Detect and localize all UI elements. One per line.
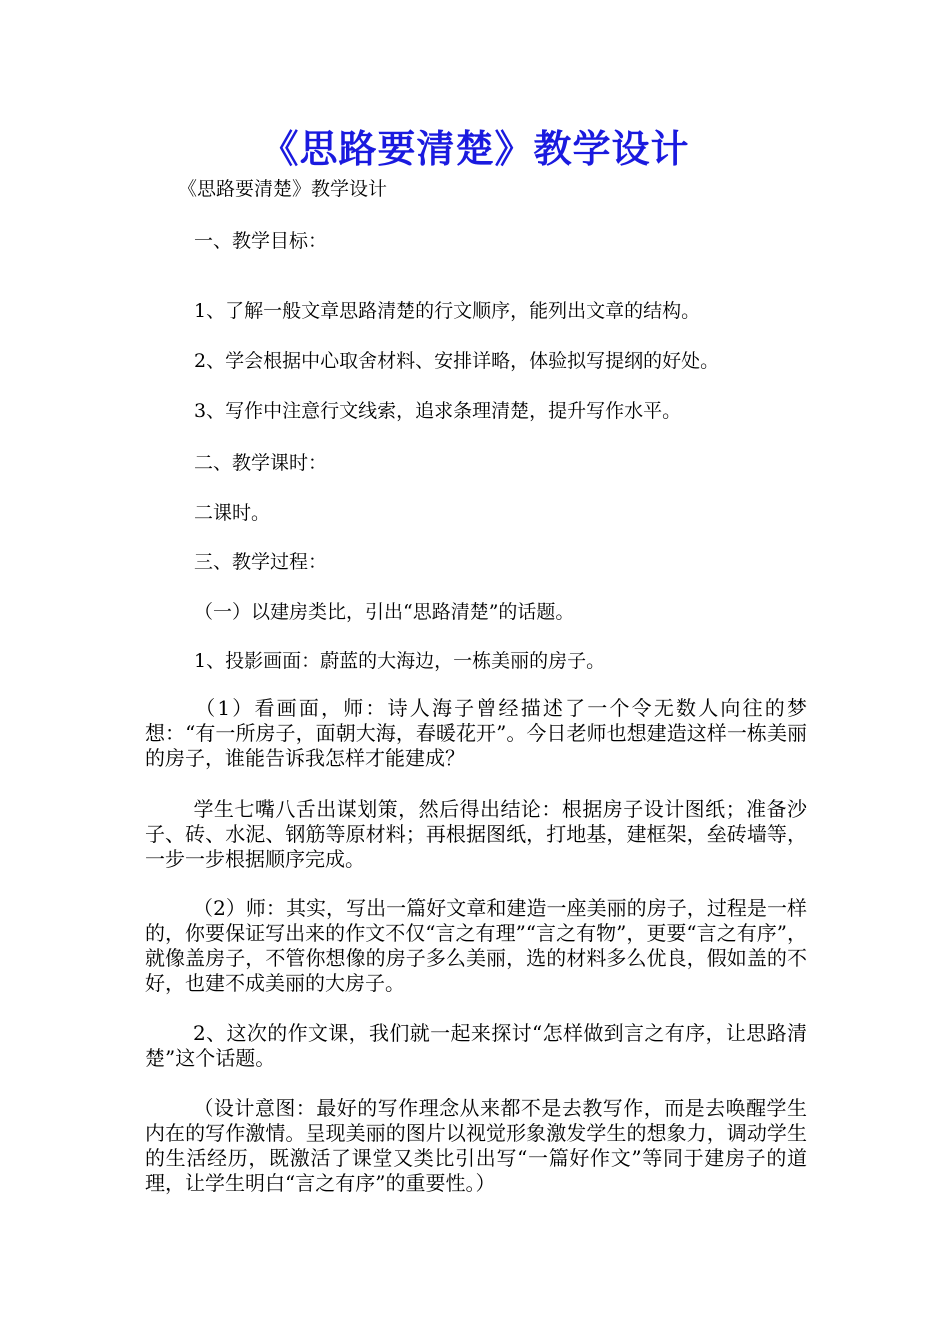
- paragraph-2-text: 学生七嘴八舌出谋划策，然后得出结论：根据房子设计图纸；准备沙子、砖、水泥、钢筋等原材料；再根据图纸，打地基，建框架，垒砖墙等，一步一步根据顺序完成。: [145, 797, 807, 871]
- goal-item-2: 2、学会根据中心取舍材料、安排详略，体验拟写提纲的好处。: [194, 350, 720, 372]
- step-heading-1: （一）以建房类比，引出“思路清楚”的话题。: [194, 601, 575, 623]
- document-subtitle: 《思路要清楚》教学设计: [178, 178, 388, 200]
- section-heading-process: 三、教学过程：: [194, 551, 328, 573]
- document-title: 《思路要清楚》教学设计: [260, 127, 690, 171]
- paragraph-2: [145, 797, 807, 872]
- goal-item-3: 3、写作中注意行文线索，追求条理清楚，提升写作水平。: [194, 400, 682, 422]
- lesson-count: 二课时。: [194, 502, 271, 524]
- paragraph-5: [145, 1096, 807, 1196]
- section-heading-lessons: 二、教学课时：: [194, 452, 328, 474]
- paragraph-4: [145, 1021, 807, 1071]
- step-item-1: 1、投影画面：蔚蓝的大海边，一栋美丽的房子。: [194, 650, 606, 672]
- paragraph-1-text: （1）看画面，师：诗人海子曾经描述了一个令无数人向往的梦想：“有一所房子，面朝大海，春暖花开”。今日老师也想建造这样一栋美丽的房子，谁能告诉我怎样才能建成？: [145, 696, 807, 770]
- paragraph-5-text: （设计意图：最好的写作理念从来都不是去教写作，而是去唤醒学生内在的写作激情。呈现美丽的图片以视觉形象激发学生的想象力，调动学生的生活经历，既激活了课堂又类比引出写“一篇好作文”等同于建房子的道理，让学生明白“言之有序”的重要性。）: [145, 1096, 807, 1195]
- paragraph-3-text: （2）师：其实，写出一篇好文章和建造一座美丽的房子，过程是一样的，你要保证写出来的作文不仅“言之有理”“言之有物”，更要“言之有序”，就像盖房子，不管你想像的房子多么美丽，选的材料多么优良，假如盖的不好，也建不成美丽的大房子。: [145, 896, 807, 995]
- paragraph-1: [145, 696, 807, 771]
- paragraph-4-text: 2、这次的作文课，我们就一起来探讨“怎样做到言之有序，让思路清楚”这个话题。: [145, 1021, 807, 1070]
- goal-item-1: 1、了解一般文章思路清楚的行文顺序，能列出文章的结构。: [194, 300, 701, 322]
- paragraph-3: [145, 896, 807, 996]
- section-heading-goals: 一、教学目标：: [194, 230, 328, 252]
